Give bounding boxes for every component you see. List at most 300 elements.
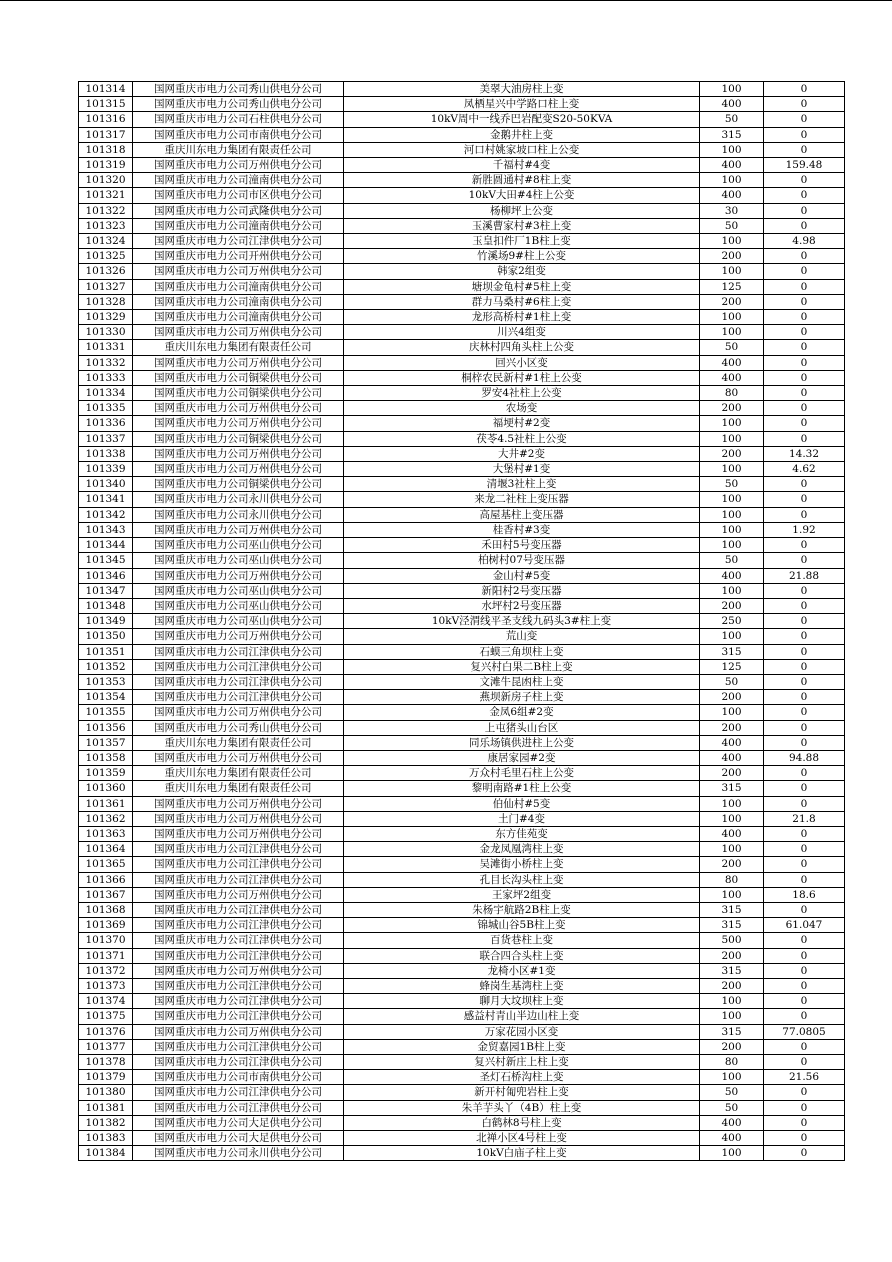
capacity-cell: 200 [700, 446, 764, 461]
load-value-cell: 0 [764, 203, 845, 218]
transformer-name-cell: 10kV大田#4柱上公变 [344, 188, 700, 203]
load-value-cell: 0 [764, 994, 845, 1009]
company-cell: 国网重庆市电力公司江津供电分公司 [133, 1100, 344, 1115]
transformer-name-cell: 10kV周中一线乔巴岩配变S20-50KVA [344, 112, 700, 127]
capacity-cell: 100 [700, 994, 764, 1009]
table-row [79, 1070, 845, 1085]
table-row [79, 735, 845, 750]
capacity-cell: 100 [700, 811, 764, 826]
transformer-name-cell: 圣灯石桥沟柱上变 [344, 1070, 700, 1085]
row-id-cell: 101323 [79, 218, 133, 233]
capacity-cell: 100 [700, 1146, 764, 1161]
company-cell: 国网重庆市电力公司江津供电分公司 [133, 933, 344, 948]
company-cell: 国网重庆市电力公司潼南供电分公司 [133, 310, 344, 325]
company-cell: 重庆川东电力集团有限责任公司 [133, 142, 344, 157]
row-id-cell: 101340 [79, 477, 133, 492]
table-row [79, 720, 845, 735]
transformer-name-cell: 凤栖星兴中学路口柱上变 [344, 97, 700, 112]
transformer-name-cell: 百货巷柱上变 [344, 933, 700, 948]
capacity-cell: 400 [700, 735, 764, 750]
row-id-cell: 101322 [79, 203, 133, 218]
capacity-cell: 315 [700, 918, 764, 933]
capacity-cell: 400 [700, 826, 764, 841]
transformer-name-cell: 塘坝金龟村#5柱上变 [344, 279, 700, 294]
row-id-cell: 101339 [79, 462, 133, 477]
table-row [79, 279, 845, 294]
table-row [79, 583, 845, 598]
transformer-name-cell: 美翠大油房柱上变 [344, 82, 700, 97]
table-row [79, 158, 845, 173]
row-id-cell: 101352 [79, 659, 133, 674]
row-id-cell: 101350 [79, 629, 133, 644]
load-value-cell: 0 [764, 553, 845, 568]
load-value-cell: 0 [764, 310, 845, 325]
company-cell: 国网重庆市电力公司武隆供电分公司 [133, 203, 344, 218]
table-row [79, 1009, 845, 1024]
table-row [79, 781, 845, 796]
company-cell: 国网重庆市电力公司江津供电分公司 [133, 644, 344, 659]
company-cell: 国网重庆市电力公司江津供电分公司 [133, 857, 344, 872]
table-row [79, 796, 845, 811]
transformer-name-cell: 竹溪场9#柱上公变 [344, 249, 700, 264]
load-value-cell: 0 [764, 644, 845, 659]
load-value-cell: 0 [764, 705, 845, 720]
row-id-cell: 101349 [79, 614, 133, 629]
load-value-cell: 0 [764, 1039, 845, 1054]
table-row [79, 234, 845, 249]
company-cell: 重庆川东电力集团有限责任公司 [133, 340, 344, 355]
row-id-cell: 101314 [79, 82, 133, 97]
load-value-cell: 0 [764, 264, 845, 279]
transformer-name-cell: 农场变 [344, 401, 700, 416]
table-row [79, 188, 845, 203]
row-id-cell: 101370 [79, 933, 133, 948]
row-id-cell: 101366 [79, 872, 133, 887]
row-id-cell: 101378 [79, 1055, 133, 1070]
company-cell: 国网重庆市电力公司铜梁供电分公司 [133, 477, 344, 492]
load-value-cell: 1.92 [764, 522, 845, 537]
transformer-name-cell: 金贸嘉园1B柱上变 [344, 1039, 700, 1054]
transformer-name-cell: 万众村毛里石柱上公变 [344, 766, 700, 781]
capacity-cell: 315 [700, 1024, 764, 1039]
capacity-cell: 80 [700, 872, 764, 887]
capacity-cell: 100 [700, 507, 764, 522]
row-id-cell: 101363 [79, 826, 133, 841]
load-value-cell: 94.88 [764, 750, 845, 765]
transformer-name-cell: 复兴村白果二B柱上变 [344, 659, 700, 674]
load-value-cell: 0 [764, 401, 845, 416]
company-cell: 国网重庆市电力公司万州供电分公司 [133, 158, 344, 173]
row-id-cell: 101324 [79, 234, 133, 249]
load-value-cell: 0 [764, 355, 845, 370]
load-value-cell: 0 [764, 857, 845, 872]
company-cell: 国网重庆市电力公司江津供电分公司 [133, 948, 344, 963]
load-value-cell: 0 [764, 872, 845, 887]
company-cell: 国网重庆市电力公司永川供电分公司 [133, 1146, 344, 1161]
row-id-cell: 101361 [79, 796, 133, 811]
transformer-name-cell: 来龙二社柱上变压器 [344, 492, 700, 507]
transformer-name-cell: 锦城山谷5B柱上变 [344, 918, 700, 933]
table-row [79, 112, 845, 127]
company-cell: 国网重庆市电力公司潼南供电分公司 [133, 294, 344, 309]
transformer-name-cell: 朱羊芋头丫（4B）柱上变 [344, 1100, 700, 1115]
row-id-cell: 101354 [79, 690, 133, 705]
table-row [79, 462, 845, 477]
capacity-cell: 100 [700, 234, 764, 249]
transformer-name-cell: 大井#2变 [344, 446, 700, 461]
transformer-name-cell: 千福村#4变 [344, 158, 700, 173]
row-id-cell: 101326 [79, 264, 133, 279]
table-row [79, 568, 845, 583]
load-value-cell: 0 [764, 127, 845, 142]
transformer-name-cell: 荒山变 [344, 629, 700, 644]
transformer-name-cell: 龙形高桥村#1柱上变 [344, 310, 700, 325]
row-id-cell: 101329 [79, 310, 133, 325]
company-cell: 国网重庆市电力公司江津供电分公司 [133, 234, 344, 249]
capacity-cell: 200 [700, 598, 764, 613]
transformer-name-cell: 康居家园#2变 [344, 750, 700, 765]
transformer-name-cell: 北禅小区4号柱上变 [344, 1131, 700, 1146]
load-value-cell: 0 [764, 614, 845, 629]
table-row [79, 750, 845, 765]
table-row [79, 1100, 845, 1115]
company-cell: 国网重庆市电力公司江津供电分公司 [133, 690, 344, 705]
company-cell: 国网重庆市电力公司江津供电分公司 [133, 902, 344, 917]
transformer-name-cell: 伯仙村#5变 [344, 796, 700, 811]
transformer-name-cell: 联合四合头柱上变 [344, 948, 700, 963]
capacity-cell: 100 [700, 310, 764, 325]
table-row [79, 857, 845, 872]
row-id-cell: 101345 [79, 553, 133, 568]
transformer-name-cell: 金凤6组#2变 [344, 705, 700, 720]
capacity-cell: 200 [700, 766, 764, 781]
load-value-cell: 21.56 [764, 1070, 845, 1085]
table-row [79, 1039, 845, 1054]
load-value-cell: 0 [764, 82, 845, 97]
table-row [79, 933, 845, 948]
table-row [79, 431, 845, 446]
capacity-cell: 50 [700, 674, 764, 689]
company-cell: 国网重庆市电力公司铜梁供电分公司 [133, 386, 344, 401]
row-id-cell: 101351 [79, 644, 133, 659]
capacity-cell: 80 [700, 1055, 764, 1070]
capacity-cell: 100 [700, 522, 764, 537]
transformer-name-cell: 柏树村07号变压器 [344, 553, 700, 568]
table-row [79, 842, 845, 857]
company-cell: 国网重庆市电力公司巫山供电分公司 [133, 553, 344, 568]
table-row [79, 614, 845, 629]
capacity-cell: 400 [700, 568, 764, 583]
load-value-cell: 0 [764, 279, 845, 294]
row-id-cell: 101316 [79, 112, 133, 127]
load-value-cell: 0 [764, 583, 845, 598]
company-cell: 国网重庆市电力公司江津供电分公司 [133, 659, 344, 674]
table-row [79, 994, 845, 1009]
row-id-cell: 101315 [79, 97, 133, 112]
company-cell: 国网重庆市电力公司江津供电分公司 [133, 1085, 344, 1100]
load-value-cell: 0 [764, 629, 845, 644]
row-id-cell: 101341 [79, 492, 133, 507]
capacity-cell: 50 [700, 340, 764, 355]
row-id-cell: 101318 [79, 142, 133, 157]
capacity-cell: 200 [700, 978, 764, 993]
company-cell: 国网重庆市电力公司万州供电分公司 [133, 568, 344, 583]
capacity-cell: 100 [700, 842, 764, 857]
transformer-name-cell: 上屯猪头山台区 [344, 720, 700, 735]
row-id-cell: 101346 [79, 568, 133, 583]
load-value-cell: 0 [764, 796, 845, 811]
row-id-cell: 101348 [79, 598, 133, 613]
row-id-cell: 101333 [79, 370, 133, 385]
table-row [79, 1146, 845, 1161]
table-row [79, 507, 845, 522]
row-id-cell: 101371 [79, 948, 133, 963]
company-cell: 国网重庆市电力公司巫山供电分公司 [133, 538, 344, 553]
load-value-cell: 0 [764, 766, 845, 781]
transformer-name-cell: 10kV白庙子柱上变 [344, 1146, 700, 1161]
row-id-cell: 101359 [79, 766, 133, 781]
table-row [79, 249, 845, 264]
table-row [79, 1024, 845, 1039]
company-cell: 国网重庆市电力公司江津供电分公司 [133, 1055, 344, 1070]
row-id-cell: 101325 [79, 249, 133, 264]
table-row [79, 538, 845, 553]
load-value-cell: 0 [764, 112, 845, 127]
load-value-cell: 0 [764, 173, 845, 188]
company-cell: 国网重庆市电力公司万州供电分公司 [133, 462, 344, 477]
table-row [79, 978, 845, 993]
transformer-name-cell: 桂香村#3变 [344, 522, 700, 537]
table-row [79, 142, 845, 157]
transformer-name-cell: 回兴小区变 [344, 355, 700, 370]
table-row [79, 902, 845, 917]
load-value-cell: 0 [764, 933, 845, 948]
table-row [79, 294, 845, 309]
capacity-cell: 100 [700, 264, 764, 279]
table-row [79, 218, 845, 233]
row-id-cell: 101367 [79, 887, 133, 902]
capacity-cell: 200 [700, 401, 764, 416]
table-row [79, 477, 845, 492]
row-id-cell: 101327 [79, 279, 133, 294]
row-id-cell: 101374 [79, 994, 133, 1009]
load-value-cell: 0 [764, 674, 845, 689]
capacity-cell: 100 [700, 629, 764, 644]
capacity-cell: 200 [700, 948, 764, 963]
capacity-cell: 315 [700, 902, 764, 917]
table-row [79, 629, 845, 644]
company-cell: 国网重庆市电力公司潼南供电分公司 [133, 218, 344, 233]
load-value-cell: 4.98 [764, 234, 845, 249]
table-row [79, 446, 845, 461]
load-value-cell: 0 [764, 188, 845, 203]
capacity-cell: 50 [700, 1085, 764, 1100]
capacity-cell: 50 [700, 477, 764, 492]
table-row [79, 553, 845, 568]
load-value-cell: 0 [764, 538, 845, 553]
load-value-cell: 4.62 [764, 462, 845, 477]
load-value-cell: 77.0805 [764, 1024, 845, 1039]
capacity-cell: 80 [700, 386, 764, 401]
capacity-cell: 50 [700, 218, 764, 233]
capacity-cell: 400 [700, 370, 764, 385]
transformer-name-cell: 蜂岗生基湾柱上变 [344, 978, 700, 993]
transformer-name-cell: 庆林村四角头柱上公变 [344, 340, 700, 355]
transformer-name-cell: 玉溪曹家村#3柱上变 [344, 218, 700, 233]
table-row [79, 674, 845, 689]
company-cell: 国网重庆市电力公司大足供电分公司 [133, 1115, 344, 1130]
table-row [79, 264, 845, 279]
transformer-name-cell: 大堡村#1变 [344, 462, 700, 477]
table-row [79, 127, 845, 142]
table-row [79, 325, 845, 340]
transformer-name-cell: 新开村匍兜岩柱上变 [344, 1085, 700, 1100]
load-value-cell: 0 [764, 249, 845, 264]
load-value-cell: 0 [764, 142, 845, 157]
company-cell: 国网重庆市电力公司万州供电分公司 [133, 1024, 344, 1039]
row-id-cell: 101332 [79, 355, 133, 370]
company-cell: 国网重庆市电力公司大足供电分公司 [133, 1131, 344, 1146]
capacity-cell: 400 [700, 355, 764, 370]
table-row [79, 1085, 845, 1100]
load-value-cell: 0 [764, 1100, 845, 1115]
load-value-cell: 0 [764, 340, 845, 355]
company-cell: 国网重庆市电力公司万州供电分公司 [133, 446, 344, 461]
load-value-cell: 0 [764, 826, 845, 841]
table-row [79, 872, 845, 887]
company-cell: 国网重庆市电力公司巫山供电分公司 [133, 598, 344, 613]
load-value-cell: 61.047 [764, 918, 845, 933]
capacity-cell: 200 [700, 249, 764, 264]
load-value-cell: 21.88 [764, 568, 845, 583]
load-value-cell: 0 [764, 477, 845, 492]
table-row [79, 705, 845, 720]
row-id-cell: 101373 [79, 978, 133, 993]
company-cell: 国网重庆市电力公司万州供电分公司 [133, 750, 344, 765]
company-cell: 国网重庆市电力公司万州供电分公司 [133, 705, 344, 720]
row-id-cell: 101330 [79, 325, 133, 340]
table-row [79, 401, 845, 416]
table-row [79, 1131, 845, 1146]
transformer-name-cell: 感益村青山半边山柱上变 [344, 1009, 700, 1024]
transformer-name-cell: 朱杨宇航路2B柱上变 [344, 902, 700, 917]
company-cell: 国网重庆市电力公司市南供电分公司 [133, 1070, 344, 1085]
capacity-cell: 400 [700, 1131, 764, 1146]
transformer-name-cell: 韩家2组变 [344, 264, 700, 279]
company-cell: 国网重庆市电力公司万州供电分公司 [133, 629, 344, 644]
row-id-cell: 101317 [79, 127, 133, 142]
table-row [79, 310, 845, 325]
capacity-cell: 100 [700, 1009, 764, 1024]
table-row [79, 492, 845, 507]
capacity-cell: 100 [700, 492, 764, 507]
capacity-cell: 500 [700, 933, 764, 948]
table-body [79, 82, 845, 1161]
transformer-name-cell: 东方佳苑变 [344, 826, 700, 841]
load-value-cell: 0 [764, 842, 845, 857]
transformer-name-cell: 清堰3社柱上变 [344, 477, 700, 492]
company-cell: 国网重庆市电力公司江津供电分公司 [133, 1039, 344, 1054]
capacity-cell: 100 [700, 705, 764, 720]
row-id-cell: 101355 [79, 705, 133, 720]
transformer-name-cell: 群力马桑村#6柱上变 [344, 294, 700, 309]
table-row [79, 522, 845, 537]
table-row [79, 203, 845, 218]
company-cell: 国网重庆市电力公司秀山供电分公司 [133, 82, 344, 97]
table-row [79, 340, 845, 355]
company-cell: 国网重庆市电力公司江津供电分公司 [133, 1009, 344, 1024]
table-row [79, 948, 845, 963]
row-id-cell: 101379 [79, 1070, 133, 1085]
company-cell: 国网重庆市电力公司万州供电分公司 [133, 264, 344, 279]
row-id-cell: 101344 [79, 538, 133, 553]
table-row [79, 766, 845, 781]
row-id-cell: 101321 [79, 188, 133, 203]
company-cell: 国网重庆市电力公司石柱供电分公司 [133, 112, 344, 127]
load-value-cell: 0 [764, 97, 845, 112]
row-id-cell: 101335 [79, 401, 133, 416]
row-id-cell: 101383 [79, 1131, 133, 1146]
table-row [79, 370, 845, 385]
capacity-cell: 315 [700, 644, 764, 659]
capacity-cell: 100 [700, 538, 764, 553]
capacity-cell: 315 [700, 127, 764, 142]
table-row [79, 97, 845, 112]
load-value-cell: 0 [764, 963, 845, 978]
company-cell: 国网重庆市电力公司江津供电分公司 [133, 842, 344, 857]
capacity-cell: 100 [700, 325, 764, 340]
capacity-cell: 250 [700, 614, 764, 629]
row-id-cell: 101377 [79, 1039, 133, 1054]
company-cell: 国网重庆市电力公司万州供电分公司 [133, 826, 344, 841]
row-id-cell: 101381 [79, 1100, 133, 1115]
row-id-cell: 101365 [79, 857, 133, 872]
company-cell: 国网重庆市电力公司万州供电分公司 [133, 963, 344, 978]
row-id-cell: 101353 [79, 674, 133, 689]
row-id-cell: 101369 [79, 918, 133, 933]
transformer-name-cell: 茯苓4.5社柱上公变 [344, 431, 700, 446]
table-row [79, 690, 845, 705]
company-cell: 国网重庆市电力公司万州供电分公司 [133, 416, 344, 431]
company-cell: 国网重庆市电力公司巫山供电分公司 [133, 583, 344, 598]
row-id-cell: 101372 [79, 963, 133, 978]
row-id-cell: 101382 [79, 1115, 133, 1130]
transformer-name-cell: 复兴村新庄上柱上变 [344, 1055, 700, 1070]
row-id-cell: 101360 [79, 781, 133, 796]
transformer-name-cell: 吴滩街小桥柱上变 [344, 857, 700, 872]
row-id-cell: 101343 [79, 522, 133, 537]
load-value-cell: 0 [764, 902, 845, 917]
table-row [79, 644, 845, 659]
load-value-cell: 0 [764, 1009, 845, 1024]
capacity-cell: 100 [700, 1070, 764, 1085]
load-value-cell: 0 [764, 294, 845, 309]
company-cell: 国网重庆市电力公司秀山供电分公司 [133, 97, 344, 112]
transformer-name-cell: 玉皇扣件厂1B柱上变 [344, 234, 700, 249]
company-cell: 国网重庆市电力公司万州供电分公司 [133, 522, 344, 537]
table-row [79, 826, 845, 841]
transformer-name-cell: 禾田村5号变压器 [344, 538, 700, 553]
load-value-cell: 0 [764, 781, 845, 796]
company-cell: 国网重庆市电力公司市区供电分公司 [133, 188, 344, 203]
capacity-cell: 315 [700, 963, 764, 978]
table-row [79, 386, 845, 401]
transformer-name-cell: 河口村姚家坡口柱上公变 [344, 142, 700, 157]
row-id-cell: 101380 [79, 1085, 133, 1100]
load-value-cell: 0 [764, 416, 845, 431]
company-cell: 重庆川东电力集团有限责任公司 [133, 735, 344, 750]
transformer-name-cell: 川兴4组变 [344, 325, 700, 340]
